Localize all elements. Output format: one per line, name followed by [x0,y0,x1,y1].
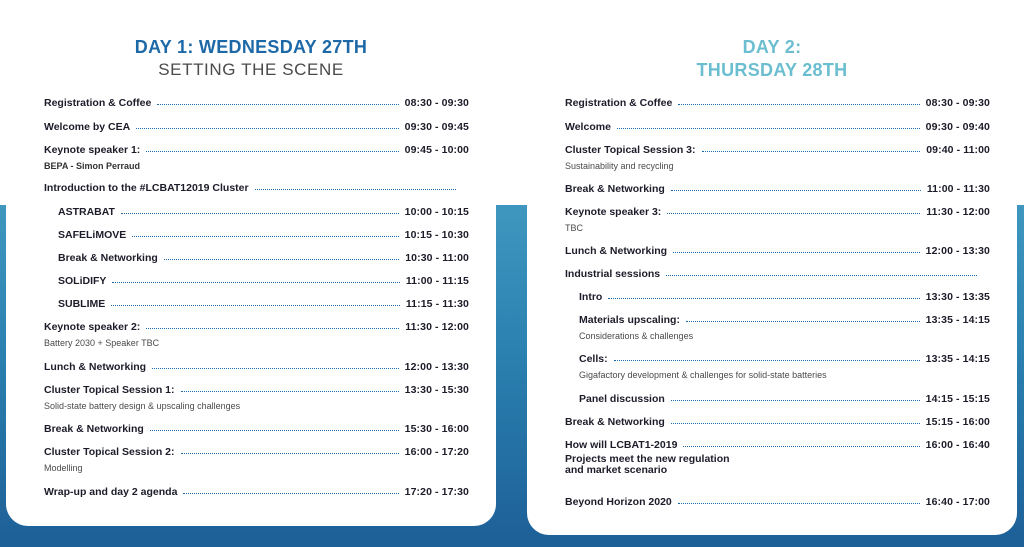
dotted-leader [614,360,920,361]
row-label-line2: Projects meet the new regulation [565,453,730,465]
dotted-leader [667,213,920,214]
row-label: ASTRABAT [58,206,115,218]
row-subtitle: BEPA - Simon Perraud [44,161,141,171]
dotted-leader [157,104,398,105]
row-time: 15:15 - 16:00 [925,416,990,428]
row-label: Break & Networking [565,183,665,195]
day2-title: DAY 2: [742,37,802,57]
schedule-row [44,96,469,110]
schedule-row [565,244,990,258]
schedule-row [565,415,990,429]
schedule-row [58,251,469,265]
row-time: 17:20 - 17:30 [404,486,469,498]
row-label: Introduction to the #LCBAT12019 Cluster [44,182,249,194]
schedule-row [44,320,469,334]
day1-card [6,6,496,526]
schedule-row [565,495,990,509]
row-time: 12:00 - 13:30 [404,361,469,373]
row-time: 09:45 - 10:00 [404,144,469,156]
row-time: 13:30 - 13:35 [925,291,990,303]
day1-subtitle: SETTING THE SCENE [158,60,344,79]
schedule-row [565,182,990,196]
row-subtitle: Solid-state battery design & upscaling challenges [44,401,241,411]
dotted-leader [146,151,398,152]
row-time: 12:00 - 13:30 [925,245,990,257]
dotted-leader [181,453,399,454]
schedule-row [44,445,469,459]
row-time: 16:00 - 17:20 [404,446,469,458]
row-time: 16:00 - 16:40 [925,439,990,451]
schedule-row [44,383,469,397]
row-time: 11:30 - 12:00 [926,206,990,218]
row-label: Materials upscaling: [579,314,680,326]
row-label: Panel discussion [579,393,665,405]
dotted-leader [617,128,920,129]
schedule-row [44,422,469,436]
schedule-row [565,438,990,452]
schedule-row [58,228,469,242]
dotted-leader [678,503,920,504]
schedule-row [44,181,462,195]
dotted-leader [132,236,398,237]
day1-title: DAY 1: WEDNESDAY 27TH [134,37,368,57]
dotted-leader [255,189,456,190]
schedule-row [58,205,469,219]
dotted-leader [112,282,399,283]
row-label: Intro [579,291,603,303]
dotted-leader [671,400,920,401]
day2-card [527,6,1017,535]
dotted-leader [608,298,919,299]
row-label: How will LCBAT1-2019 [565,439,678,451]
row-label: Cells: [579,353,608,365]
row-time: 11:15 - 11:30 [405,298,469,310]
row-time: 10:30 - 11:00 [405,252,469,264]
schedule-row [565,267,983,281]
dotted-leader [150,430,399,431]
row-time: 13:30 - 15:30 [404,384,469,396]
row-label: Welcome [565,121,611,133]
row-label: Break & Networking [565,416,665,428]
row-label: Registration & Coffee [565,97,673,109]
dotted-leader [683,446,919,447]
row-label: SAFELiMOVE [58,229,127,241]
dotted-leader [678,104,919,105]
schedule-row [565,120,990,134]
row-label: Wrap-up and day 2 agenda [44,486,178,498]
row-label: Cluster Topical Session 2: [44,446,175,458]
schedule-row [44,120,469,134]
row-label: Registration & Coffee [44,97,152,109]
row-label: SUBLIME [58,298,106,310]
dotted-leader [183,493,398,494]
row-label-line3: and market scenario [565,464,668,476]
row-time: 10:00 - 10:15 [404,206,469,218]
row-subtitle: Modelling [44,463,83,473]
schedule-row [579,392,990,406]
row-label: Welcome by CEA [44,121,131,133]
row-label: Beyond Horizon 2020 [565,496,672,508]
row-time: 08:30 - 09:30 [404,97,469,109]
schedule-row [579,313,990,327]
dotted-leader [671,190,921,191]
schedule-row [579,352,990,366]
row-label: Keynote speaker 3: [565,206,662,218]
dotted-leader [121,213,399,214]
dotted-leader [666,275,977,276]
row-time: 09:30 - 09:40 [925,121,990,133]
row-label: Cluster Topical Session 1: [44,384,175,396]
day2-subtitle: THURSDAY 28TH [696,60,848,80]
dotted-leader [111,305,400,306]
schedule-row [44,143,469,157]
row-time: 15:30 - 16:00 [404,423,469,435]
dotted-leader [671,423,920,424]
row-label: SOLiDIFY [58,275,107,287]
dotted-leader [673,252,920,253]
row-time: 14:15 - 15:15 [925,393,990,405]
row-label: Industrial sessions [565,268,661,280]
row-subtitle: Considerations & challenges [579,331,694,341]
row-time: 11:00 - 11:30 [926,183,990,195]
row-time: 13:35 - 14:15 [925,353,990,365]
row-label: Lunch & Networking [44,361,147,373]
schedule-row [58,297,469,311]
schedule-row [579,290,990,304]
dotted-leader [181,391,399,392]
dotted-leader [136,128,398,129]
schedule-row [565,205,990,219]
row-label: Break & Networking [58,252,158,264]
row-time: 09:40 - 11:00 [926,144,990,156]
schedule-row [58,274,469,288]
row-label: Keynote speaker 2: [44,321,141,333]
row-subtitle: Gigafactory development & challenges for solid-state batteries [579,370,827,380]
row-subtitle: Sustainability and recycling [565,161,674,171]
row-subtitle: TBC [565,223,583,233]
row-time: 16:40 - 17:00 [925,496,990,508]
dotted-leader [702,151,921,152]
row-subtitle: Battery 2030 + Speaker TBC [44,338,160,348]
row-time: 10:15 - 10:30 [404,229,469,241]
schedule-row [44,360,469,374]
row-time: 13:35 - 14:15 [925,314,990,326]
schedule-row [44,485,469,499]
dotted-leader [164,259,399,260]
dotted-leader [686,321,920,322]
schedule-row [565,96,990,110]
row-time: 09:30 - 09:45 [404,121,469,133]
row-time: 11:30 - 12:00 [405,321,469,333]
schedule-row [565,143,990,157]
dotted-leader [146,328,399,329]
dotted-leader [152,368,399,369]
row-label: Break & Networking [44,423,144,435]
row-label: Cluster Topical Session 3: [565,144,696,156]
row-label: Lunch & Networking [565,245,668,257]
row-label: Keynote speaker 1: [44,144,141,156]
row-time: 08:30 - 09:30 [925,97,990,109]
row-time: 11:00 - 11:15 [405,275,469,287]
